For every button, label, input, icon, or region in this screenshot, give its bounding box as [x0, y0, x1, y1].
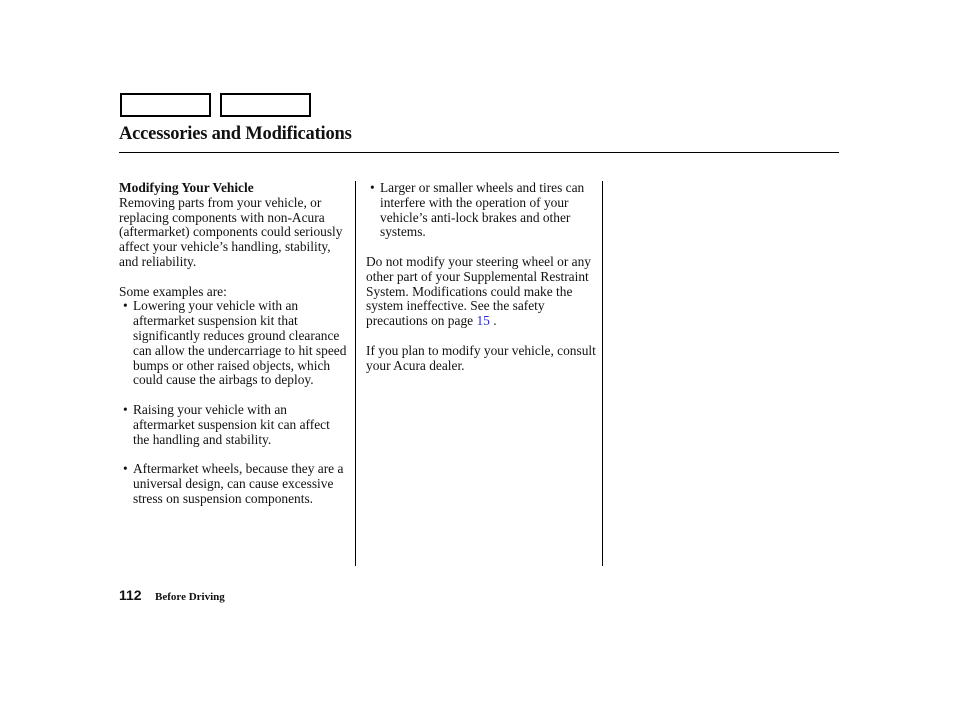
bullet-icon: • [123, 401, 128, 417]
list-item [119, 462, 347, 506]
list-item-text: Raising your vehicle with an aftermarket suspension kit can affect the handling and stability. [133, 401, 330, 447]
bullet-icon: • [123, 461, 128, 477]
previous-page-button[interactable] [120, 93, 211, 117]
page-link[interactable]: 15 [476, 313, 490, 329]
bullet-icon: • [123, 298, 128, 314]
srs-paragraph [366, 255, 596, 329]
list-item [366, 181, 596, 240]
intro-paragraph: Removing parts from your vehicle, or replacing components with non-Acura (aftermarket) components could seriously affect your vehicle’s handling, stability, and reliability. [119, 194, 343, 269]
srs-text: Do not modify your steering wheel or any other part of your Supplemental Restraint System. Modifications could make the system ineffective. See the safety precautions on page [366, 253, 591, 329]
examples-label: Some examples are: [119, 283, 227, 299]
list-item [119, 299, 347, 388]
examples-list [119, 299, 347, 506]
page-number: 112 [119, 587, 142, 603]
title-divider [119, 152, 839, 153]
list-item-text: Larger or smaller wheels and tires can interfere with the operation of your vehicle’s anti-lock brakes and other systems. [380, 180, 585, 240]
page-title: Accessories and Modifications [119, 124, 352, 144]
list-item [119, 403, 347, 447]
middle-column [366, 181, 596, 388]
left-column [119, 181, 347, 521]
next-page-button[interactable] [220, 93, 311, 117]
section-name: Before Driving [155, 591, 225, 603]
srs-end: . [493, 313, 497, 329]
column-divider [602, 181, 603, 566]
section-heading: Modifying Your Vehicle [119, 180, 254, 195]
column-divider [355, 181, 356, 566]
wheels-list [366, 181, 596, 240]
list-item-text: Aftermarket wheels, because they are a universal design, can cause excessive stress on suspension components. [133, 461, 344, 506]
dealer-paragraph: If you plan to modify your vehicle, consult your Acura dealer. [366, 342, 596, 373]
list-item-text: Lowering your vehicle with an aftermarket suspension kit that significantly reduces ground clearance can allow the undercarriage to hit speed bumps or other raised objects, which could cause the airbags to deploy. [133, 298, 347, 388]
bullet-icon: • [370, 180, 375, 195]
